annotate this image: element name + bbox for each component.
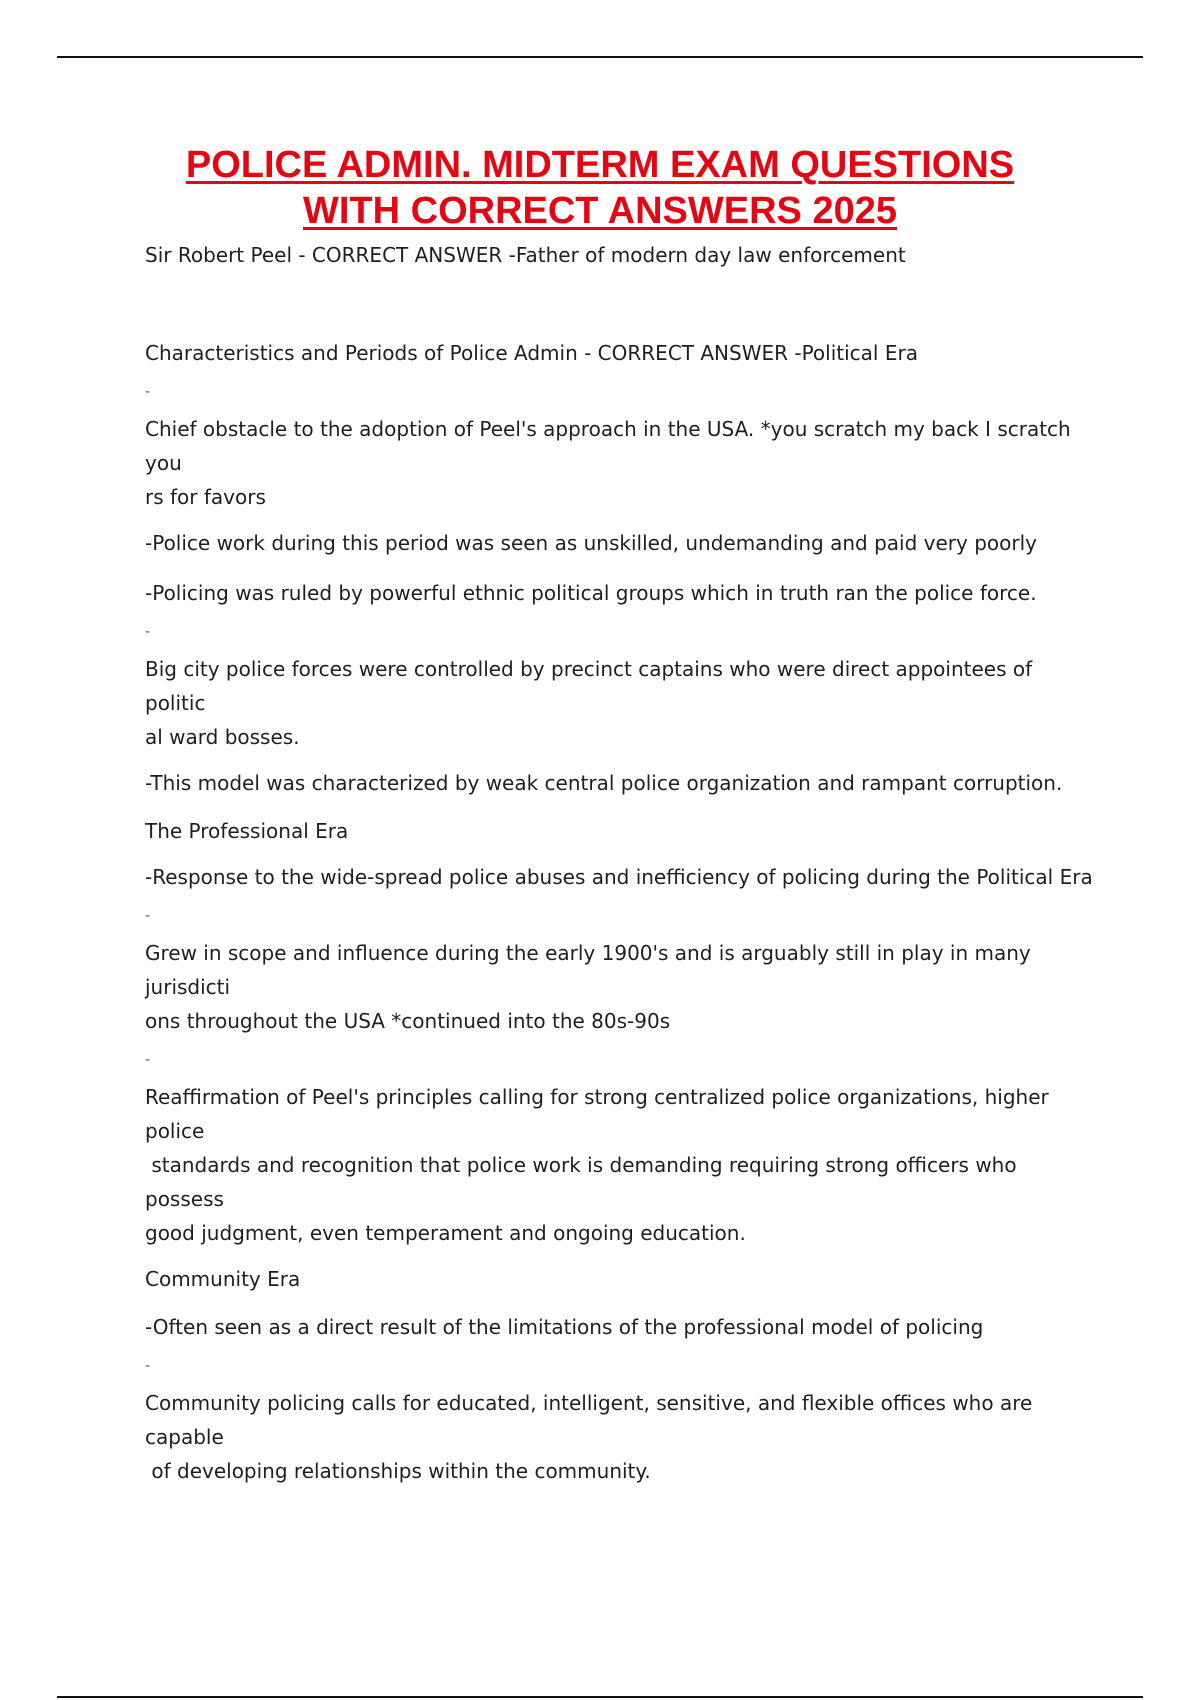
paragraph: Reaffirmation of Peel's principles calling for strong centralized police organizations, higher police standards and recognition that police work is demanding requiring strong officers who possess good judgment, even temperament and ongoing education. [145, 1085, 1049, 1245]
paragraph: -Response to the wide-spread police abuses and inefficiency of policing during the Political Era [145, 865, 1093, 889]
dash-separator: - [145, 1052, 151, 1068]
section-heading: Community Era [145, 1267, 301, 1291]
bottom-rule [57, 1696, 1143, 1698]
paragraph: -Policing was ruled by powerful ethnic political groups which in truth ran the police force. [145, 581, 1037, 605]
top-rule [57, 56, 1143, 58]
section-heading: The Professional Era [145, 819, 349, 843]
paragraph: -Police work during this period was seen as unskilled, undemanding and paid very poorly [145, 531, 1037, 555]
paragraph: Sir Robert Peel - CORRECT ANSWER -Father of modern day law enforcement [145, 243, 906, 267]
paragraph: Grew in scope and influence during the early 1900's and is arguably still in play in many jurisdicti ons throughout the USA *continued into the 80s-90s [145, 941, 1031, 1033]
paragraph: Chief obstacle to the adoption of Peel's approach in the USA. *you scratch my back I scratch you rs for favors [145, 417, 1071, 509]
dash-separator: - [145, 624, 151, 640]
dash-separator: - [145, 1358, 151, 1374]
document-title [0, 142, 1200, 234]
paragraph: Big city police forces were controlled by precinct captains who were direct appointees of politic al ward bosses. [145, 657, 1033, 749]
dash-separator: - [145, 384, 151, 400]
document-body [145, 238, 1095, 1488]
dash-separator: - [145, 908, 151, 924]
title-line-1: POLICE ADMIN. MIDTERM EXAM QUESTIONS [185, 144, 1015, 186]
title-line-2: WITH CORRECT ANSWERS 2025 [303, 190, 897, 232]
paragraph: -This model was characterized by weak central police organization and rampant corruption. [145, 771, 1063, 795]
paragraph: Community policing calls for educated, intelligent, sensitive, and flexible offices who are capable of developing relationships within the community. [145, 1391, 1033, 1483]
paragraph: Characteristics and Periods of Police Admin - CORRECT ANSWER -Political Era [145, 341, 918, 365]
paragraph: -Often seen as a direct result of the limitations of the professional model of policing [145, 1315, 984, 1339]
